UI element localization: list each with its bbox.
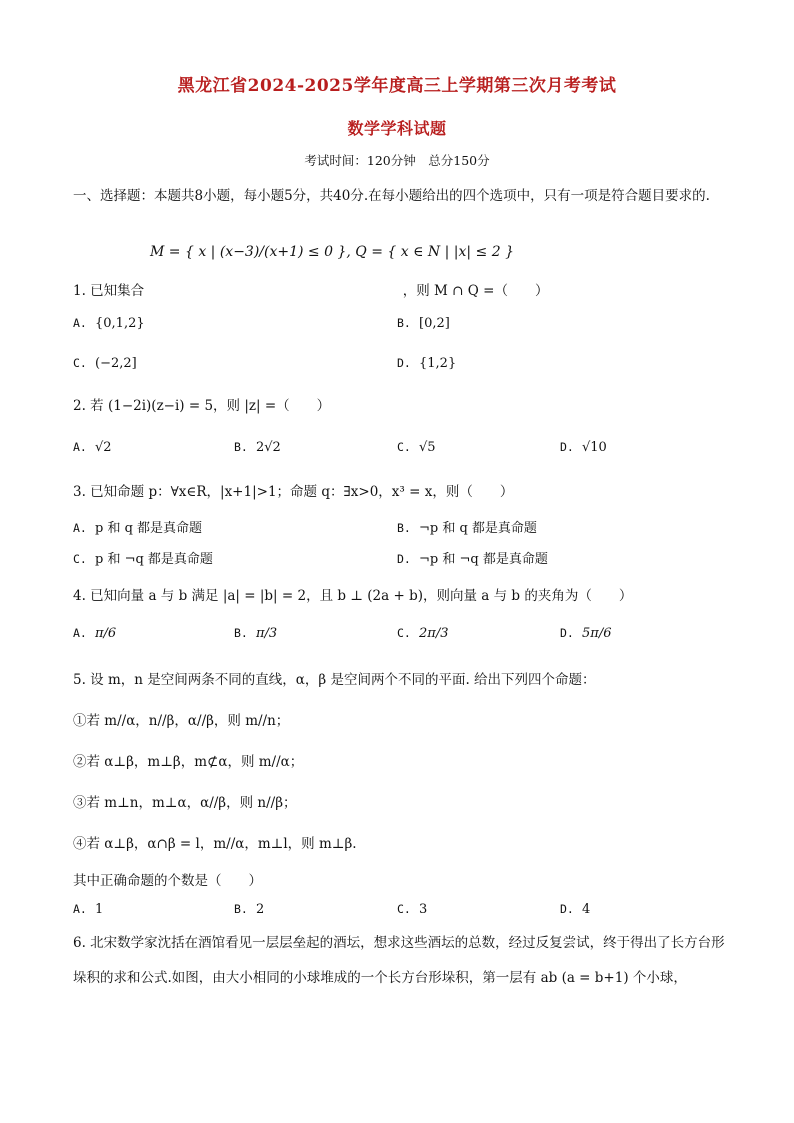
q5-option-c: C. 3 bbox=[397, 902, 428, 917]
q3-option-d-text: ¬p 和 ¬q 都是真命题 bbox=[419, 552, 548, 567]
q5-option-a-text: 1 bbox=[95, 902, 104, 917]
q4-option-a-text: π/6 bbox=[95, 626, 117, 641]
q4-option-a: A. π/6 bbox=[73, 626, 117, 641]
q5-option-b: B. 2 bbox=[234, 902, 265, 917]
q1-option-d-text: {1,2} bbox=[419, 356, 457, 371]
q3-stem: 3. 已知命题 p：∀x∈R，|x+1|>1；命题 q：∃x>0，x³ = x，则（ ） bbox=[73, 484, 514, 500]
q2-option-c: C. √5 bbox=[397, 440, 436, 455]
q1-option-b: B. [0,2] bbox=[397, 316, 450, 331]
q6-text: 6. 北宋数学家沈括在酒馆看见一层层垒起的酒坛，想求这些酒坛的总数，经过反复尝试，终于得出了长方台形垛积的求和公式.如图，由大小相同的小球堆成的一个长方台形垛积，第一层有 ab (a = b+1) 个小球， bbox=[73, 935, 725, 986]
q5-statement-4: ④若 α⊥β，α∩β = l，m//α，m⊥l，则 m⊥β. bbox=[73, 836, 357, 852]
q4-option-d: D. 5π/6 bbox=[560, 626, 612, 641]
exam-subtitle: 数学学科试题 bbox=[347, 119, 447, 138]
q5-statement-2: ②若 α⊥β，m⊥β，m⊄α，则 m//α； bbox=[73, 754, 304, 770]
exam-info: 考试时间：120分钟 总分150分 bbox=[304, 153, 490, 168]
q1-option-d: D. {1,2} bbox=[397, 356, 457, 371]
q1-stem bbox=[73, 279, 548, 299]
q2-stem: 2. 若 (1−2i)(z−i) = 5，则 |z| =（ ） bbox=[73, 398, 331, 414]
q3-option-b-text: ¬p 和 q 都是真命题 bbox=[419, 521, 537, 536]
q5-statement-1: ①若 m//α，n//β，α//β，则 m//n； bbox=[73, 713, 290, 729]
q5-stem: 5. 设 m，n 是空间两条不同的直线，α，β 是空间两个不同的平面. 给出下列四个命题： bbox=[73, 672, 596, 688]
q5-statement-3: ③若 m⊥n，m⊥α，α//β，则 n//β； bbox=[73, 795, 297, 811]
q3-option-a-text: p 和 q 都是真命题 bbox=[95, 521, 203, 536]
q1-option-a-text: {0,1,2} bbox=[95, 316, 145, 331]
exam-title: 黑龙江省2024-2025学年度高三上学期第三次月考考试 bbox=[177, 76, 617, 96]
q4-option-b-text: π/3 bbox=[256, 626, 278, 641]
q1-stem-text: 1. 已知集合 bbox=[73, 283, 145, 299]
q1-stem-tail: ，则 M ∩ Q =（ ） bbox=[402, 283, 549, 299]
q2-option-d: D. √10 bbox=[560, 440, 607, 455]
q1-option-c-text: (−2,2] bbox=[95, 356, 137, 371]
q1-formula: M = { x | (x−3)/(x+1) ≤ 0 }, Q = { x ∈ N | |x| ≤ 2 } bbox=[150, 244, 514, 260]
q2-option-b-text: 2√2 bbox=[256, 440, 281, 455]
q2-option-d-text: √10 bbox=[582, 440, 607, 455]
section1-intro: 一、选择题：本题共8小题，每小题5分，共40分.在每小题给出的四个选项中，只有一项是符合题目要求的. bbox=[73, 188, 710, 204]
q4-option-d-text: 5π/6 bbox=[582, 626, 612, 641]
q5-option-d-text: 4 bbox=[582, 902, 591, 917]
q3-option-d: D. ¬p 和 ¬q 都是真命题 bbox=[397, 552, 548, 567]
q1-option-a: A. {0,1,2} bbox=[73, 316, 145, 331]
q4-stem: 4. 已知向量 a 与 b 满足 |a| = |b| = 2，且 b ⊥ (2a + b)，则向量 a 与 b 的夹角为（ ） bbox=[73, 588, 633, 604]
q4-option-b: B. π/3 bbox=[234, 626, 278, 641]
q3-option-c: C. p 和 ¬q 都是真命题 bbox=[73, 552, 213, 567]
q1-option-b-text: [0,2] bbox=[419, 316, 450, 331]
q2-option-c-text: √5 bbox=[419, 440, 436, 455]
q2-option-a-text: √2 bbox=[95, 440, 112, 455]
q5-option-a: A. 1 bbox=[73, 902, 104, 917]
q4-option-c-text: 2π/3 bbox=[419, 626, 449, 641]
q2-option-b: B. 2√2 bbox=[234, 440, 281, 455]
q5-option-b-text: 2 bbox=[256, 902, 265, 917]
q5-ask: 其中正确命题的个数是（ ） bbox=[73, 873, 262, 889]
q4-option-c: C. 2π/3 bbox=[397, 626, 449, 641]
q5-option-c-text: 3 bbox=[419, 902, 428, 917]
q3-option-a: A. p 和 q 都是真命题 bbox=[73, 521, 203, 536]
q1-option-c: C. (−2,2] bbox=[73, 356, 137, 371]
q5-option-d: D. 4 bbox=[560, 902, 591, 917]
q3-option-b: B. ¬p 和 q 都是真命题 bbox=[397, 521, 537, 536]
q2-option-a: A. √2 bbox=[73, 440, 112, 455]
q3-option-c-text: p 和 ¬q 都是真命题 bbox=[95, 552, 213, 567]
